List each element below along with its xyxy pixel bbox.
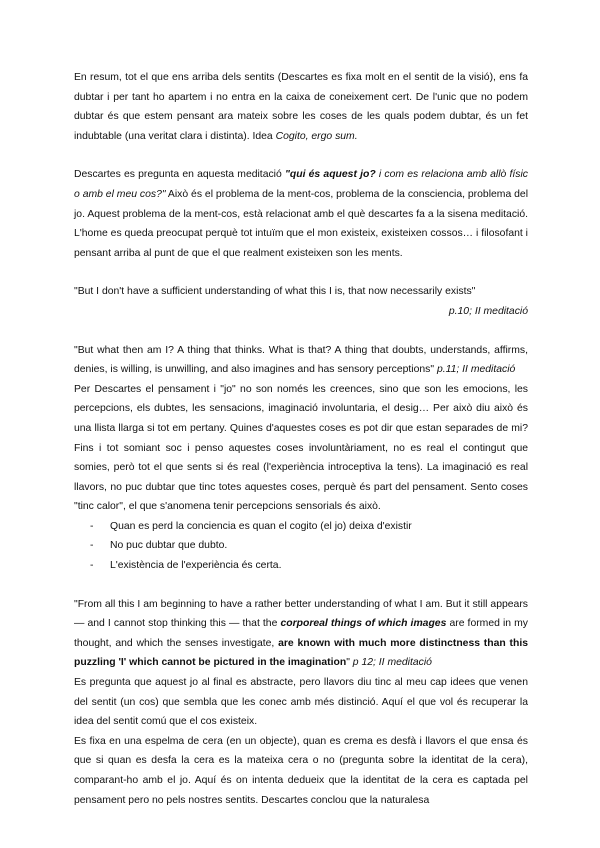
list-item: - No puc dubtar que dubto. (74, 536, 528, 556)
cogito-phrase: Cogito, ergo sum. (275, 130, 358, 142)
bullet-list (74, 517, 528, 576)
quote-reference-p11: p.11; II meditació (436, 364, 516, 376)
quote-sufficient-understanding: "But I don't have a sufficient understanding of what this I is, that now necessarily exists" (74, 286, 476, 298)
paragraph-jo-abstracte: Es pregunta que aquest jo al final es abstracte, pero llavors diu tinc al meu cap idees que venen del sentit (un cos) que sembla que les conec amb més distinció. Aquí el que vol és recuperar la idea del sentit comú que el cos existeix. (74, 677, 528, 728)
paragraph-question: Descartes es pregunta en aquesta meditació "qui és aquest jo? i com es relaciona amb allò físic o amb el meu cos?" Això és el problema de la ment-cos, problema de la consciencia, problema del jo. Aquest problema de la ment-cos, està relacionat amb el què descartes fa a la sisena meditació. L'home es queda preocupat perquè tot intuïm que el mon existeix, existeixen cossos… i filosofant i pensant arriba al punt de que el que realment existeixen son les ments. (74, 169, 529, 259)
quote-corporeal-things: "From all this I am beginning to have a rather better understanding of what I am. But it still appears — and I cannot stop thinking this — that the corporeal things of which images are formed in my thought, and which the senses investigate, are known with much more distinctness than this puzzling 'I' which cannot be pictured in the imagination" p 12; II meditació (74, 598, 529, 669)
question-italic: i com es relaciona amb allò físic o amb el meu cos?" (74, 169, 529, 200)
paragraph-pensament: Per Descartes el pensament i "jo" no son només les creences, sino que son les emocions, les percepcions, els dubtes, les sensacions, imaginació involuntaria, el desig… Per això diu això és una llista llarga si tot em pertany. Quines d'aquestes coses es pot dir que estan separades de mi? Fins i tot somiant soc i penso aquestes coses involuntàriament, no es real el contingut que somies, però tot el que sents si és real (l'experiència introceptiva la tens). La imaginació es real llavors, no puc dubtar que tinc totes aquestes coses, perquè és part del pensament. Sento coses "tinc calor", el que s'anomena tenir percepcions sensorials és això. (74, 383, 528, 513)
paragraph-summary: En resum, tot el que ens arriba dels sentits (Descartes es fixa molt en el sentit de la visió), ens fa dubtar i per tant ho apartem i no entra en la caixa de coneixement cert. De l'unic que no podem dubtar és que estem pensant ara mateix sobre les coses de les quals podem dubtar, és un fet indubtable (una veritat clara i distinta). Idea Cogito, ergo sum. (74, 72, 528, 142)
list-item: - Quan es perd la conciencia es quan el cogito (el jo) deixa d'existir (74, 517, 528, 537)
quote-reference-p10: p.10; II meditació (448, 305, 528, 317)
quote-reference-p12: p 12; II meditació (352, 657, 432, 669)
quote-bold: are known with much more distinctness than this puzzling 'I' which cannot be pictured in the imagination (74, 637, 528, 669)
quote-thing-that-thinks: "But what then am I? A thing that thinks. What is that? A thing that doubts, understands, affirms, denies, is willing, is unwilling, and also imagines and has sensory perceptions" p.11; II meditació (74, 344, 528, 376)
list-item: - L'existència de l'experiència és certa. (74, 556, 528, 576)
document-body (74, 68, 528, 810)
quote-bold-italic: corporeal things of which images (280, 618, 447, 630)
question-bold: "qui és aquest jo? (284, 169, 376, 181)
paragraph-espelma-cera: Es fixa en una espelma de cera (en un objecte), quan es crema es desfà i llavors el que ensa és que si quan es desfa la cera es la mateixa cera o no (pregunta sobre la identitat de la cera), comparant-ho amb el jo. Aquí és on intenta dedueix que la identitat de la cera es captada pel pensament pero no pels nostres sentits. Descartes conclou que la naturalesa (74, 735, 528, 806)
